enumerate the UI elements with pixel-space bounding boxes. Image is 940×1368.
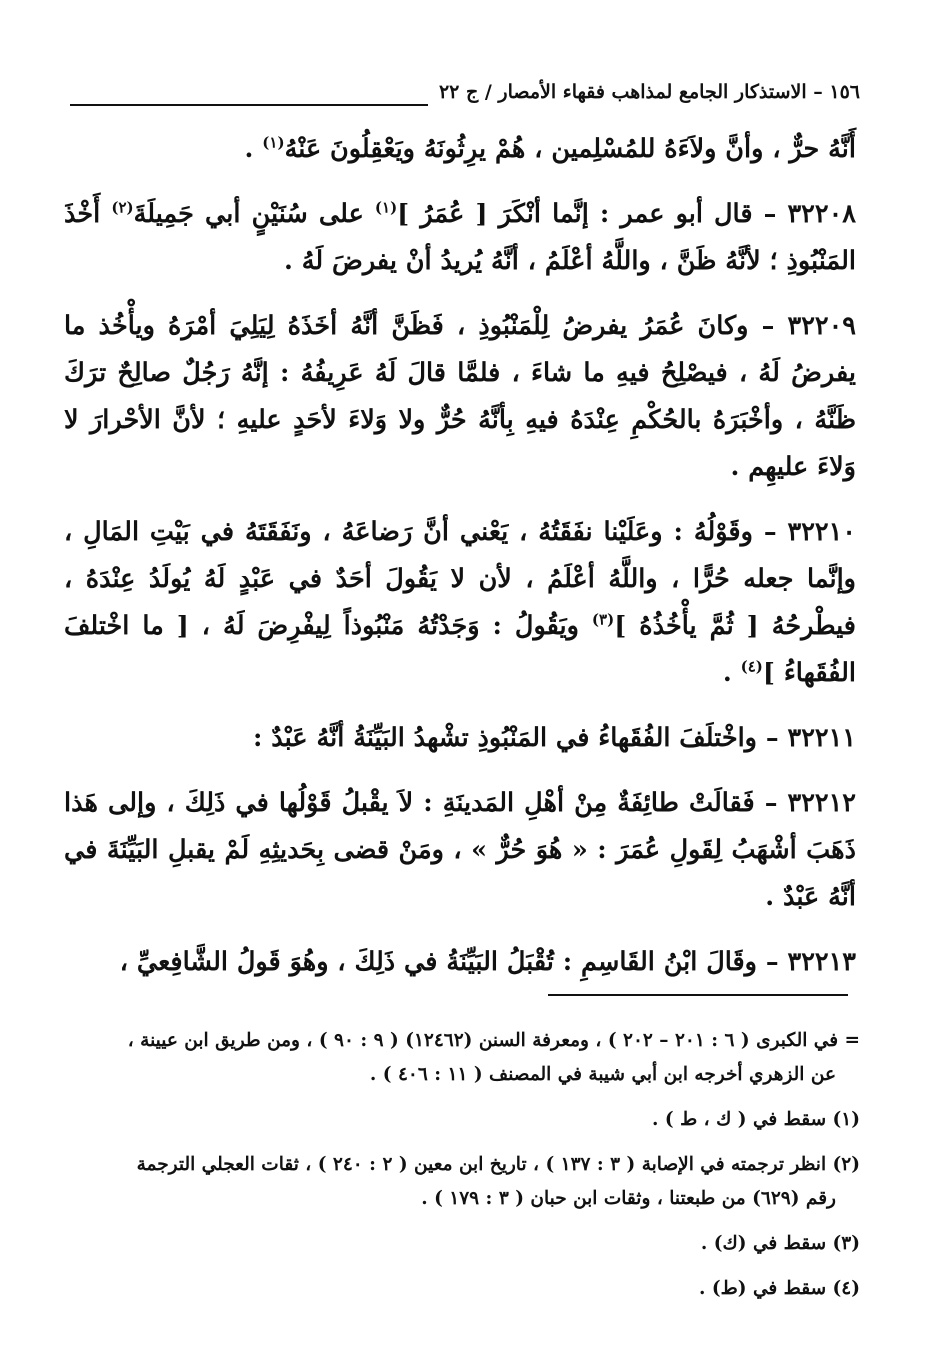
paragraph-32209	[64, 303, 856, 491]
footnote-ref[interactable]: (٣)	[591, 610, 615, 629]
footnote-3: (٣) سقط في (ك) .	[700, 1233, 860, 1254]
speaker-lead: قال أبو عمر :	[588, 199, 753, 229]
paragraph-end: .	[722, 658, 741, 688]
paragraph-number: ٣٢٢٠٩ –	[748, 311, 856, 341]
footnote-ref[interactable]: (١)	[374, 198, 398, 217]
paragraph-text: وقَوْلُهُ : وعَلَيْنا نفَقَتُهُ ، يَعْني أنَّ رَضاعَهُ ، ونَفَقَتَهُ في بَيْتِ المَالِ ، وإنَّما جعله حُرًّا ، واللَّهُ أعْلَمُ ، لأن لا يَقُولَ أحَدٌ في عَبْدٍ لَهُ يُولَدُ عِنْدَهُ ، فيطْرحُهُ [ ثُمَّ يأْخُذُهُ ]	[64, 517, 856, 641]
footnote-2	[70, 1148, 860, 1216]
paragraph-text: ويَقُولُ : وَجَدْتُهُ مَنْبُوذاً لِيفْرِضَ لَهُ ، [ ما اخْتلفَ الفُقَهاءُ ]	[64, 611, 856, 688]
footnote-line: = في الكبرى ( ٦ : ٢٠١ – ٢٠٢ ) ، ومعرفة السنن (١٢٤٦٢) ( ٩ : ٩٠ ) ، ومن طريق ابن عيينة ،	[127, 1030, 860, 1051]
paragraph-end: .	[244, 134, 263, 164]
header-rule	[70, 104, 428, 106]
paragraph-text: على سُنَيْنٍ أبي جَمِيلَةَ	[133, 199, 375, 229]
footnote-continuation	[70, 1024, 860, 1092]
footnote-4: (٤) سقط في (ط) .	[699, 1278, 860, 1299]
paragraph-text: أَنَّهُ حرٌّ ، وأنَّ ولاَءَهُ للمُسْلِمين ، هُمْ يرِثُونَهُ ويَعْقِلُونَ عَنْهُ	[284, 134, 856, 164]
paragraph-number: ٣٢٢٠٨ –	[752, 199, 856, 229]
paragraph-32210	[64, 509, 856, 697]
paragraph-32213	[64, 939, 856, 986]
paragraph-text: إنَّما أنْكَرَ [ عُمَرُ ]	[397, 199, 589, 229]
footnote-line: (٢) انظر ترجمته في الإصابة ( ٣ : ١٣٧ ) ، تاريخ ابن معين ( ٢ : ٢٤٠ ) ، ثقات العجلي الترجمة	[136, 1154, 860, 1175]
footnote-ref[interactable]: (٢)	[111, 198, 134, 217]
paragraph-32208	[64, 191, 856, 285]
paragraph-text: وكانَ عُمَرُ يفرضُ لِلْمَنْبُوذِ ، فَظَنَّ أنَّهُ أخَذَهُ لِيَلِيَ أمْرَهُ ويأْخُذ ما يفرضُ لَهُ ، فيصْلِحُ فيهِ ما شاءَ ، فلمَّا قالَ لَهُ عَرِيفُهُ : إنَّهُ رَجُلٌ صالِحٌ ترَكَ ظَنَّهُ ، وأخْبَرَهُ بالحُكْمِ عِنْدَهُ فيهِ بِأنَّهُ حُرٌّ ولا وَلاءَ لأحَدٍ عليهِ ؛ لأنَّ الأحْرارَ لا وَلاءَ عليهِم .	[64, 311, 856, 482]
footnote-line: عن الزهري أخرجه ابن أبي شيبة في المصنف ( ١١ : ٤٠٦ ) .	[369, 1064, 836, 1085]
main-text	[64, 126, 856, 1004]
paragraph-number: ٣٢٢١٣ –	[757, 947, 856, 977]
paragraph-continuation	[64, 126, 856, 173]
paragraph-number: ٣٢٢١٠ –	[752, 517, 856, 547]
paragraph-text: أَخْذَ المَنْبُوذِ ؛ لأنَّهُ ظَنَّ ، واللَّهُ أعْلَمُ ، أنَّهُ يُريدُ أنْ يفرضَ لَهُ .	[64, 199, 856, 276]
paragraph-number: ٣٢٢١٢ –	[754, 788, 856, 818]
footnote-line: رقم (٦٢٩) من طبعتنا ، وثقات ابن حبان ( ٣ : ١٧٩ ) .	[421, 1188, 836, 1209]
paragraph-32212	[64, 780, 856, 921]
paragraph-32211	[64, 715, 856, 762]
paragraph-text: فَقالَتْ طائِفَةٌ مِنْ أهْلِ المَدينَةِ : لاَ يقْبلُ قَوْلُها في ذَلِكَ ، وإلى هَذا ذَهَبَ أشْهَبُ لِقَولِ عُمَرَ : « هُوَ حُرٌّ » ، ومَنْ قضى بِحَديثِهِ لَمْ يقبلِ البَيِّنَةَ في أنَّهُ عَبْدٌ .	[64, 788, 856, 912]
paragraph-number: ٣٢٢١١ –	[757, 723, 856, 753]
paragraph-text: وقَالَ ابْنُ القَاسِمِ : تُقْبَلُ البَيِّنَةُ في ذَلِكَ ، وهُوَ قَولُ الشَّافِعيِّ ،	[119, 947, 757, 977]
footnotes	[70, 1024, 860, 1317]
footnote-ref[interactable]: (١)	[262, 133, 285, 152]
footnote-1: (١) سقط في ( ك ، ط ) .	[652, 1109, 860, 1130]
paragraph-text: واخْتلَفَ الفُقَهاءُ في المَنْبُوذِ تشْهدُ البَيِّنَةُ أنَّهُ عَبْدٌ :	[253, 723, 757, 753]
running-header: ١٥٦ – الاستذكار الجامع لمذاهب فقهاء الأمصار / ج ٢٢	[438, 81, 860, 103]
footnote-ref[interactable]: (٤)	[740, 657, 763, 676]
footnote-rule	[548, 994, 848, 996]
